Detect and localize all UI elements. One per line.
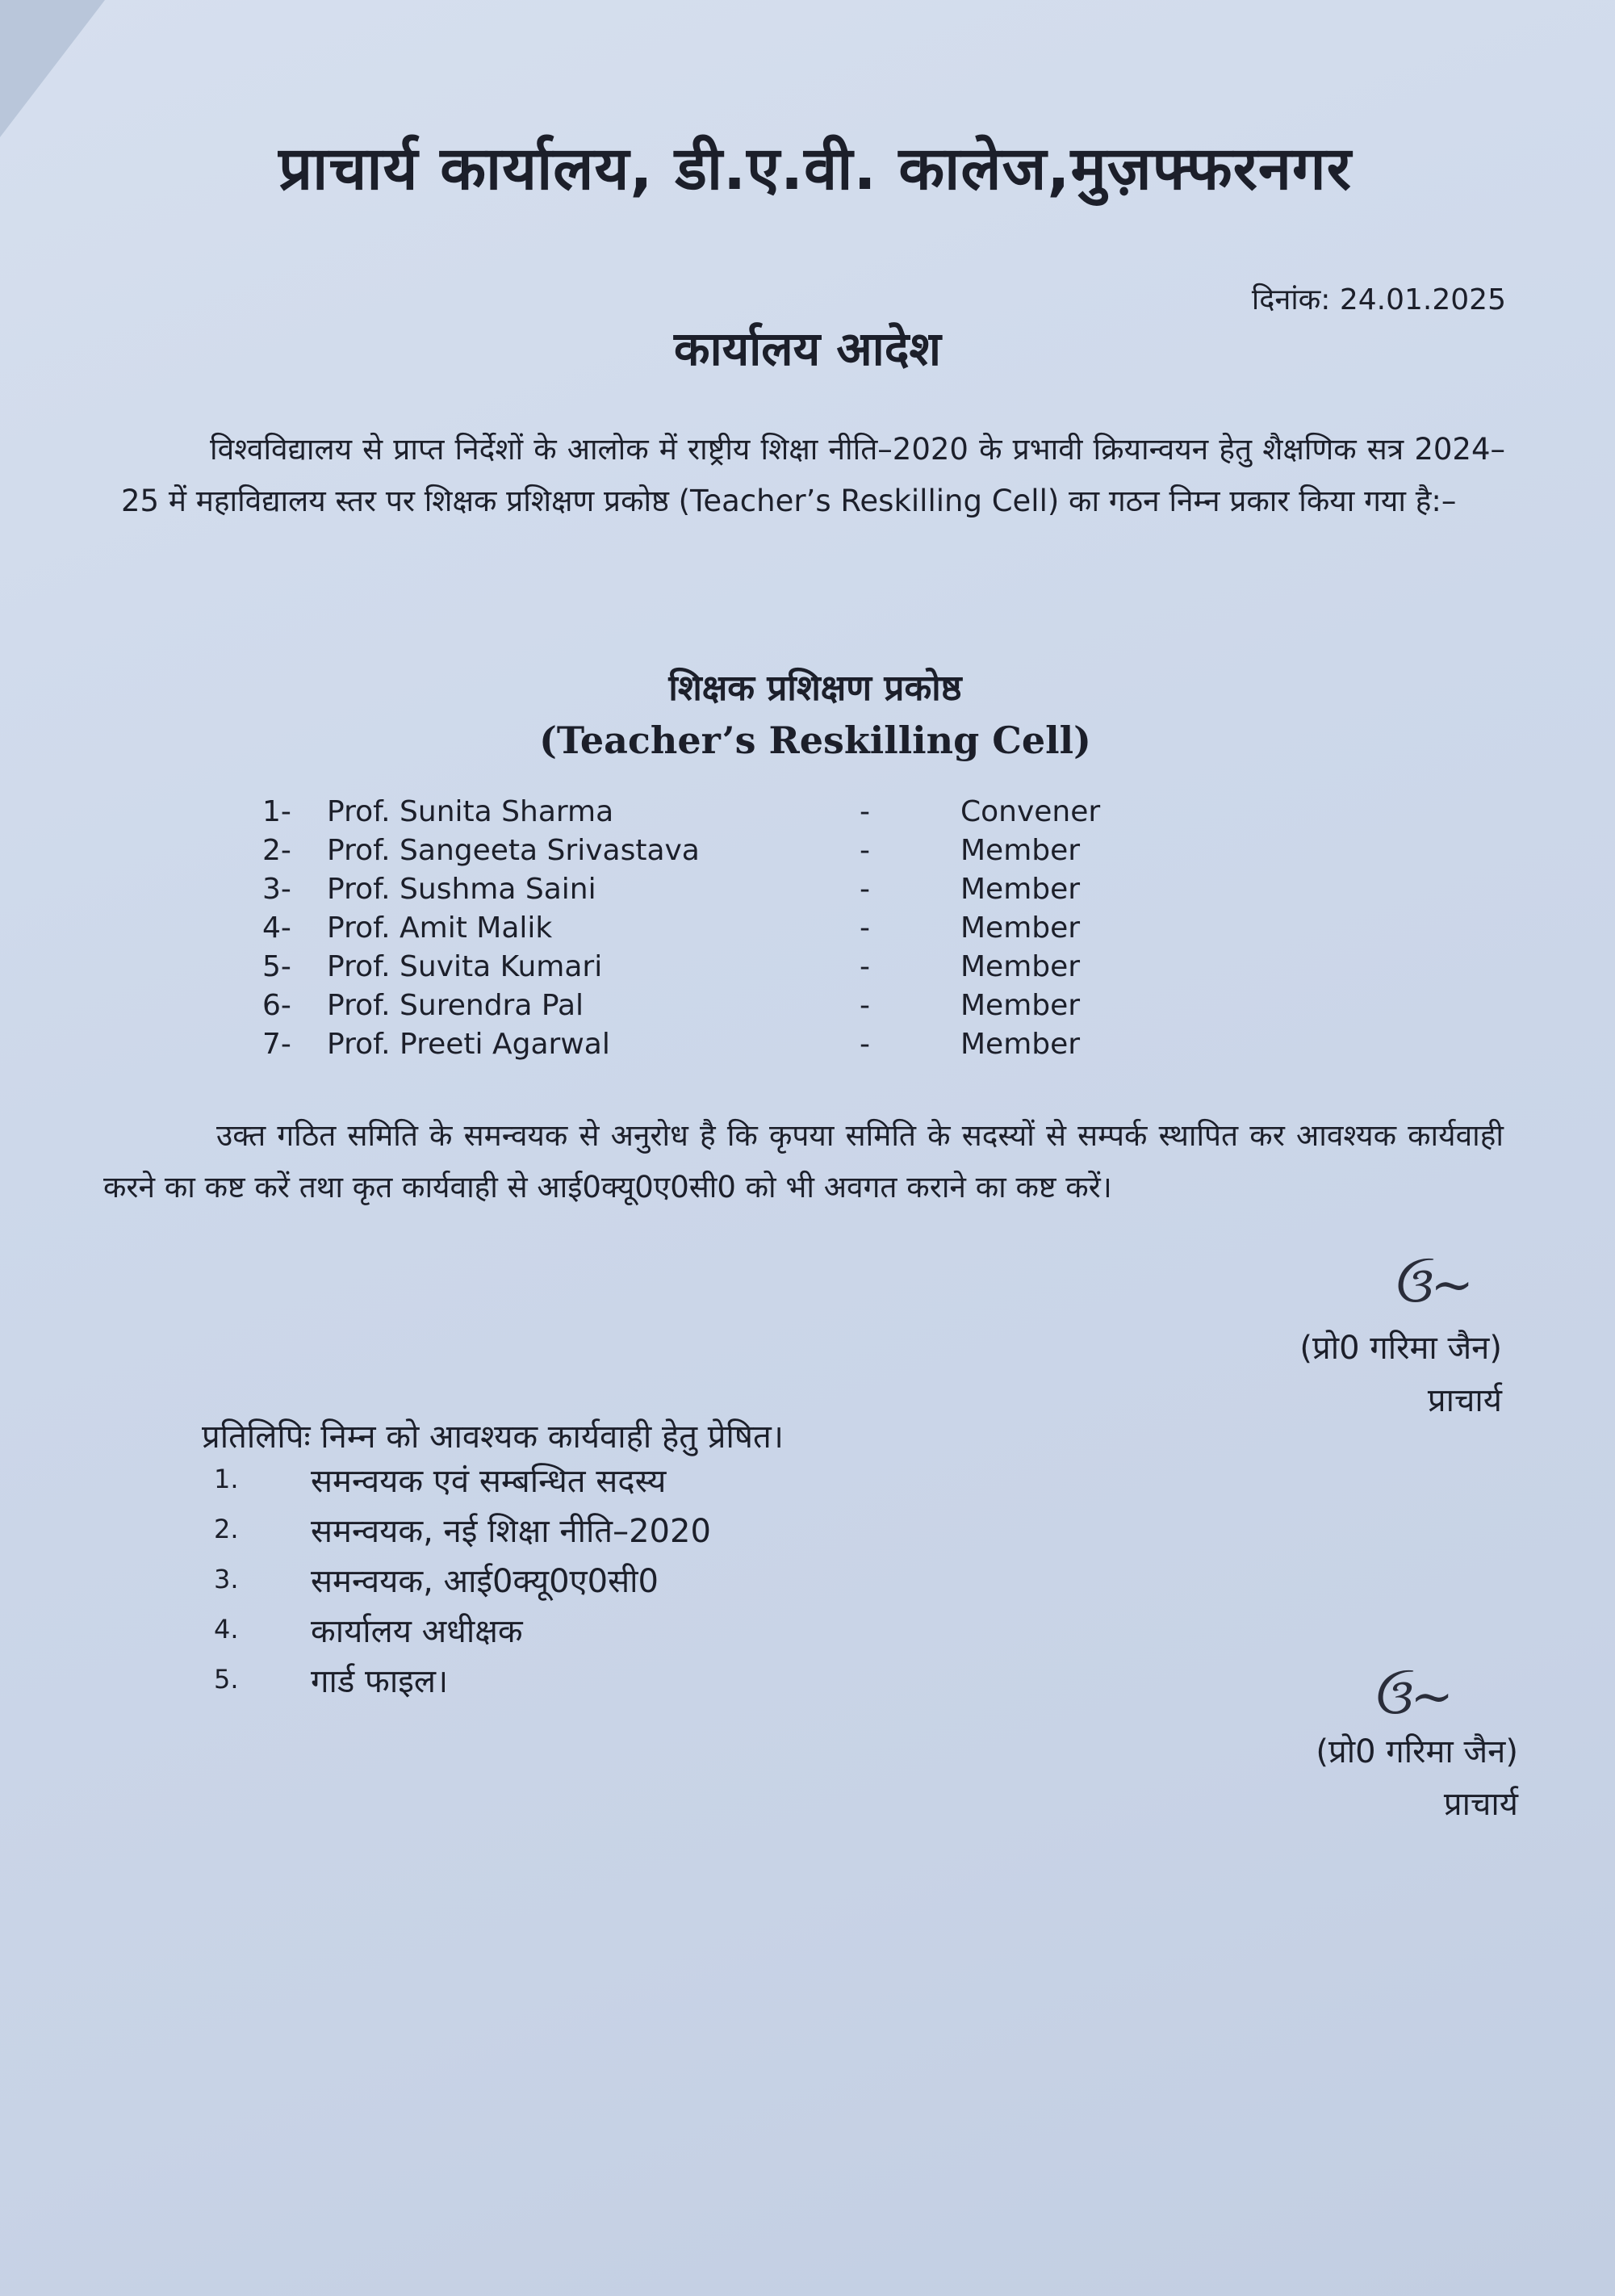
signatory-designation: प्राचार्य <box>1427 1382 1502 1419</box>
member-dash: - <box>860 873 870 906</box>
member-dash: - <box>860 950 870 983</box>
member-row <box>262 911 1231 950</box>
member-number: 4- <box>262 911 291 945</box>
member-dash: - <box>860 911 870 945</box>
member-role: Member <box>960 873 1081 906</box>
member-list <box>262 795 1231 1066</box>
list-item-text: कार्यालय अधीक्षक <box>311 1613 523 1650</box>
list-item-text: समन्वयक, नई शिक्षा नीति–2020 <box>311 1513 711 1550</box>
date-line: दिनांक: 24.01.2025 <box>1251 283 1506 316</box>
member-name: Prof. Suvita Kumari <box>327 950 603 983</box>
list-item-number: 1. <box>214 1464 239 1494</box>
signature-mark: ઉ~ <box>1391 1255 1474 1315</box>
list-item <box>214 1457 1021 1507</box>
list-item <box>214 1657 1021 1707</box>
member-dash: - <box>860 795 870 828</box>
copy-to-list <box>214 1457 1021 1707</box>
list-item-text: गार्ड फाइल। <box>311 1663 449 1700</box>
member-number: 1- <box>262 795 291 828</box>
member-role: Member <box>960 1028 1081 1061</box>
list-item-number: 5. <box>214 1664 239 1695</box>
member-number: 6- <box>262 989 291 1022</box>
cell-title-hindi: शिक्षक प्रशिक्षण प्रकोष्ठ <box>668 668 962 709</box>
member-role: Convener <box>960 795 1101 828</box>
member-number: 3- <box>262 873 291 906</box>
list-item-text: समन्वयक, आई0क्यू0ए0सी0 <box>311 1563 659 1600</box>
member-number: 7- <box>262 1028 291 1061</box>
member-row <box>262 834 1231 873</box>
copy-to-heading: प्रतिलिपिः निम्न को आवश्यक कार्यवाही हेतु प्रेषित। <box>202 1418 784 1456</box>
member-row <box>262 1028 1231 1066</box>
signatory-name-bottom: (प्रो0 गरिमा जैन) <box>1316 1733 1518 1770</box>
member-name: Prof. Surendra Pal <box>327 989 584 1022</box>
cell-title-english: (Teacher’s Reskilling Cell) <box>539 719 1091 762</box>
list-item <box>214 1507 1021 1557</box>
member-role: Member <box>960 911 1081 945</box>
member-dash: - <box>860 834 870 867</box>
list-item-number: 4. <box>214 1614 239 1644</box>
member-name: Prof. Amit Malik <box>327 911 553 945</box>
list-item <box>214 1607 1021 1657</box>
list-item-number: 3. <box>214 1564 239 1594</box>
member-row <box>262 873 1231 911</box>
member-role: Member <box>960 950 1081 983</box>
request-paragraph: उक्त गठित समिति के समन्वयक से अनुरोध है कि कृपया समिति के सदस्यों से सम्पर्क स्थापित कर आवश्यक कार्यवाही करने का कष्ट करें तथा कृत कार्यवाही से आई0क्यू0ए0सी0 को भी अवगत कराने का कष्ट करें। <box>103 1118 1504 1205</box>
member-role: Member <box>960 834 1081 867</box>
member-row <box>262 950 1231 989</box>
member-row <box>262 795 1231 834</box>
office-heading: प्राचार्य कार्यालय, डी.ए.वी. कालेज,मुज़फ्फरनगर <box>278 134 1352 203</box>
member-name: Prof. Sangeeta Srivastava <box>327 834 700 867</box>
member-dash: - <box>860 989 870 1022</box>
folded-corner <box>0 0 105 137</box>
list-item-text: समन्वयक एवं सम्बन्धित सदस्य <box>311 1463 667 1500</box>
member-number: 5- <box>262 950 291 983</box>
member-role: Member <box>960 989 1081 1022</box>
member-name: Prof. Preeti Agarwal <box>327 1028 610 1061</box>
member-dash: - <box>860 1028 870 1061</box>
order-title: कार्यालय आदेश <box>674 321 941 376</box>
member-row <box>262 989 1231 1028</box>
list-item <box>214 1557 1021 1607</box>
member-name: Prof. Sunita Sharma <box>327 795 614 828</box>
signature-mark: ઉ~ <box>1370 1667 1454 1727</box>
signatory-name: (प्रो0 गरिमा जैन) <box>1299 1330 1502 1367</box>
member-number: 2- <box>262 834 291 867</box>
intro-paragraph: विश्वविद्यालय से प्राप्त निर्देशों के आलोक में राष्ट्रीय शिक्षा नीति–2020 के प्रभावी क्रियान्वयन हेतु शैक्षणिक सत्र 2024–25 में महाविद्यालय स्तर पर शिक्षक प्रशिक्षण प्रकोष्ठ (Teacher’s Reskilling Cell) का गठन निम्न प्रकार किया गया है:– <box>121 432 1505 518</box>
list-item-number: 2. <box>214 1514 239 1544</box>
signatory-designation-bottom: प्राचार्य <box>1443 1786 1518 1823</box>
member-name: Prof. Sushma Saini <box>327 873 596 906</box>
